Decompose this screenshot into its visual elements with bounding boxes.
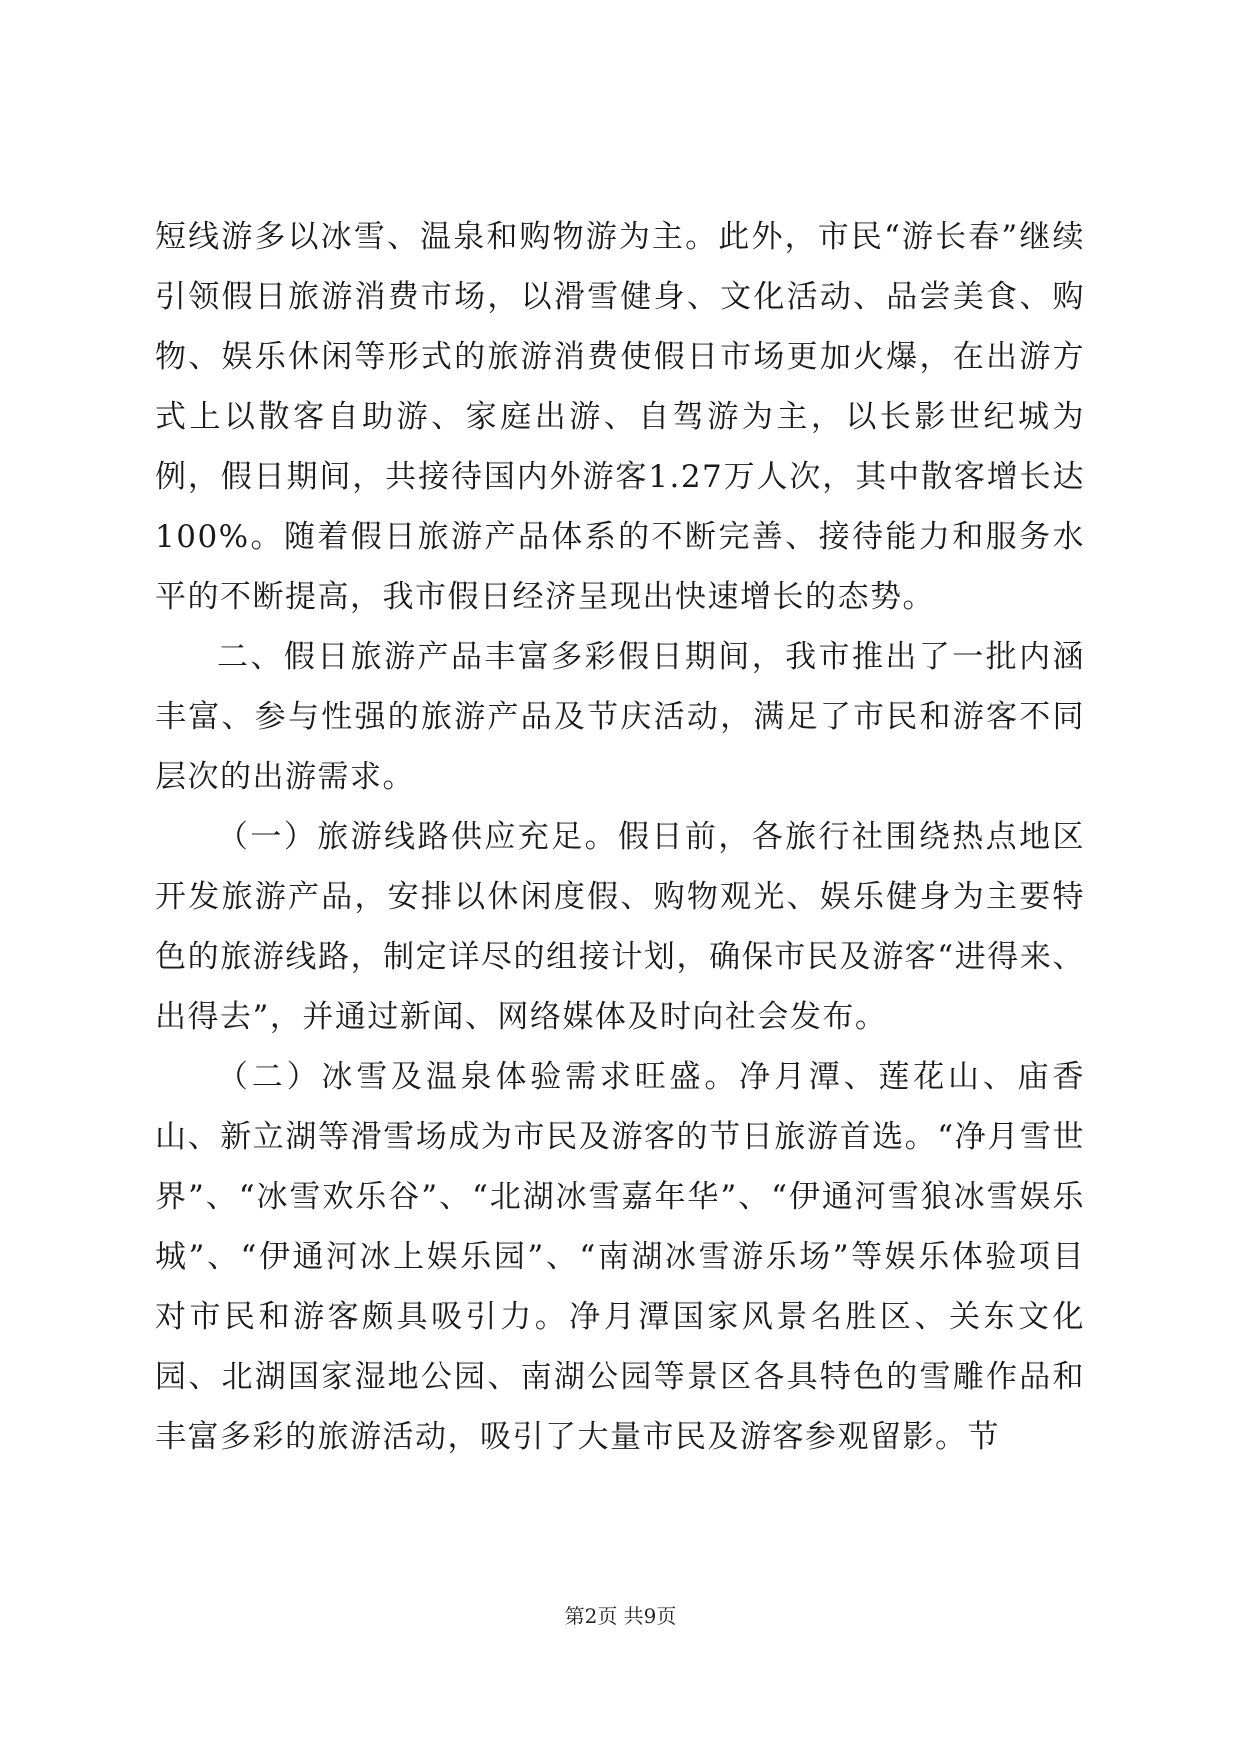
- page-footer: [0, 1600, 1241, 1629]
- paragraph-2: 二、假日旅游产品丰富多彩假日期间，我市推出了一批内涵丰富、参与性强的旅游产品及节庆活动，满足了市民和游客不同层次的出游需求。: [155, 639, 1085, 795]
- paragraph-3: （一）旅游线路供应充足。假日前，各旅行社围绕热点地区开发旅游产品，安排以休闲度假、购物观光、娱乐健身为主要特色的旅游线路，制定详尽的组接计划，确保市民及游客“进得来、出得去”，并通过新闻、网络媒体及时向社会发布。: [155, 819, 1085, 1035]
- paragraph-4: （二）冰雪及温泉体验需求旺盛。净月潭、莲花山、庙香山、新立湖等滑雪场成为市民及游客的节日旅游首选。“净月雪世界”、“冰雪欢乐谷”、“北湖冰雪嘉年华”、“伊通河雪狼冰雪娱乐城”、“伊通河冰上娱乐园”、“南湖冰雪游乐场”等娱乐体验项目对市民和游客颇具吸引力。净月潭国家风景名胜区、关东文化园、北湖国家湿地公园、南湖公园等景区各具特色的雪雕作品和丰富多彩的旅游活动，吸引了大量市民及游客参观留影。节: [155, 1059, 1085, 1455]
- body-text: [155, 207, 1085, 1467]
- page-number-label: 第2页 共9页: [564, 1604, 677, 1628]
- paragraph-1: 短线游多以冰雪、温泉和购物游为主。此外，市民“游长春”继续引领假日旅游消费市场，以滑雪健身、文化活动、品尝美食、购物、娱乐休闲等形式的旅游消费使假日市场更加火爆，在出游方式上以散客自助游、家庭出游、自驾游为主，以长影世纪城为例，假日期间，共接待国内外游客1.27万人次，其中散客增长达100%。随着假日旅游产品体系的不断完善、接待能力和服务水平的不断提高，我市假日经济呈现出快速增长的态势。: [155, 219, 1085, 615]
